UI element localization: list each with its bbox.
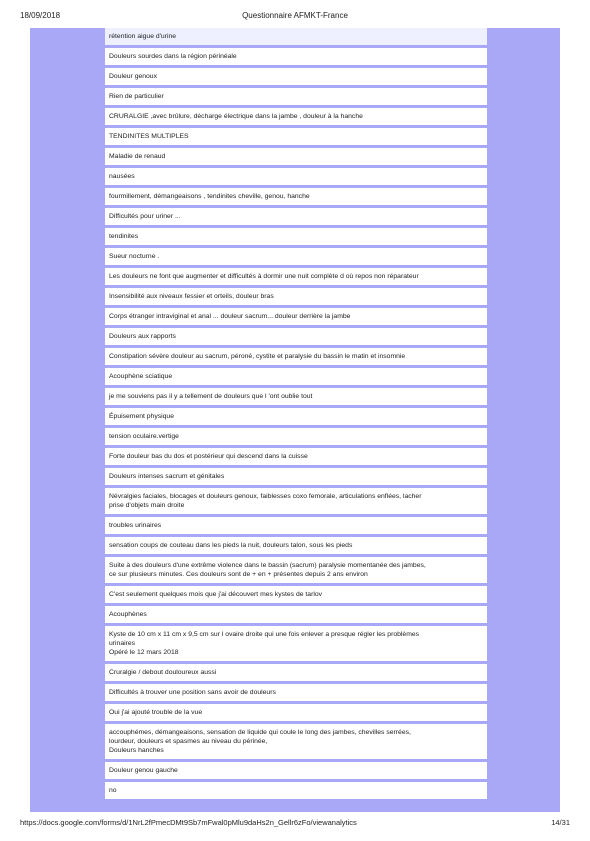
response-item: Constipation sévère douleur au sacrum, péroné, cystite et paralysie du bassin le matin et insomnie [105,348,487,365]
response-item: Acouphène sciatique [105,368,487,385]
response-item: accouphémes, démangeaisons, sensation de liquide qui coule le long des jambes, chevilles serrées, lourdeur, douleurs et spasmes au niveau du périnée, Douleurs hanches [105,724,487,759]
response-item: Névralgies faciales, blocages et douleurs genoux, faiblesses coxo femorale, articulations enflées, lacher prise d'objets main droite [105,488,487,514]
response-item: Forte douleur bas du dos et postérieur qui descend dans la cuisse [105,448,487,465]
response-item: Kyste de 10 cm x 11 cm x 9,5 cm sur l ovaire droite qui une fois enlever a presque régler les problèmes urinaires Opéré le 12 mars 2018 [105,626,487,661]
response-item: tendinites [105,228,487,245]
response-item: Acouphènes [105,606,487,623]
response-item: Difficultés à trouver une position sans avoir de douleurs [105,684,487,701]
response-item: Suite à des douleurs d'une extrême violence dans le bassin (sacrum) paralysie momentanée des jambes, ce sur plusieurs minutes. Ces douleurs sont de + en + présentes depuis 2 ans environ [105,557,487,583]
response-item: sensation coups de couteau dans les pieds la nuit, douleurs talon, sous les pieds [105,537,487,554]
response-item: no [105,782,487,799]
response-item: Douleur genoux [105,68,487,85]
response-item: Épuisement physique [105,408,487,425]
response-item: Oui j'ai ajouté trouble de la vue [105,704,487,721]
response-item: fourmillement, démangeaisons , tendinites cheville, genou, hanche [105,188,487,205]
response-item: Insensibilité aux niveaux fessier et orteils, douleur bras [105,288,487,305]
response-item: Les douleurs ne font que augmenter et difficultés à dormir une nuit complète d où repos non réparateur [105,268,487,285]
response-item: troubles urinaires [105,517,487,534]
response-item: Maladie de renaud [105,148,487,165]
print-date: 18/09/2018 [20,11,61,20]
response-item: Rien de particulier [105,88,487,105]
footer-url-link[interactable]: https://docs.google.com/forms/d/1NrL2fPmecDMt9Sb7mFwal0pMlu9daHs2n_Gellr6zFo/viewanalytics [20,818,357,827]
response-item: CRURALGIE ,avec brûlure, décharge électrique dans la jambe , douleur à la hanche [105,108,487,125]
response-item: rétention aigue d'urine [105,28,487,45]
responses-panel [30,28,560,812]
response-item: Douleurs aux rapports [105,328,487,345]
page-number: 14/31 [551,818,570,827]
response-item: Difficultés pour uriner ... [105,208,487,225]
page-header [20,11,570,23]
response-item: Douleur genou gauche [105,762,487,779]
page-footer [20,818,570,830]
response-item: nausées [105,168,487,185]
response-list [105,28,487,812]
document-title: Questionnaire AFMKT-France [242,11,348,20]
response-item: Cruralgie / debout douloureux aussi [105,664,487,681]
response-item: Douleurs intenses sacrum et génitales [105,468,487,485]
response-item: tension oculaire.vertige [105,428,487,445]
response-item: Douleurs sourdes dans la région périnéale [105,48,487,65]
response-item: Corps étranger intraviginal et anal ... douleur sacrum... douleur derrière la jambe [105,308,487,325]
response-item: C'est seulement quelques mois que j'ai découvert mes kystes de tarlov [105,586,487,603]
response-item: Sueur nocturne . [105,248,487,265]
response-item: je me souviens pas il y a tellement de douleurs que l 'ont oublie tout [105,388,487,405]
response-item: TENDINITES MULTIPLES [105,128,487,145]
